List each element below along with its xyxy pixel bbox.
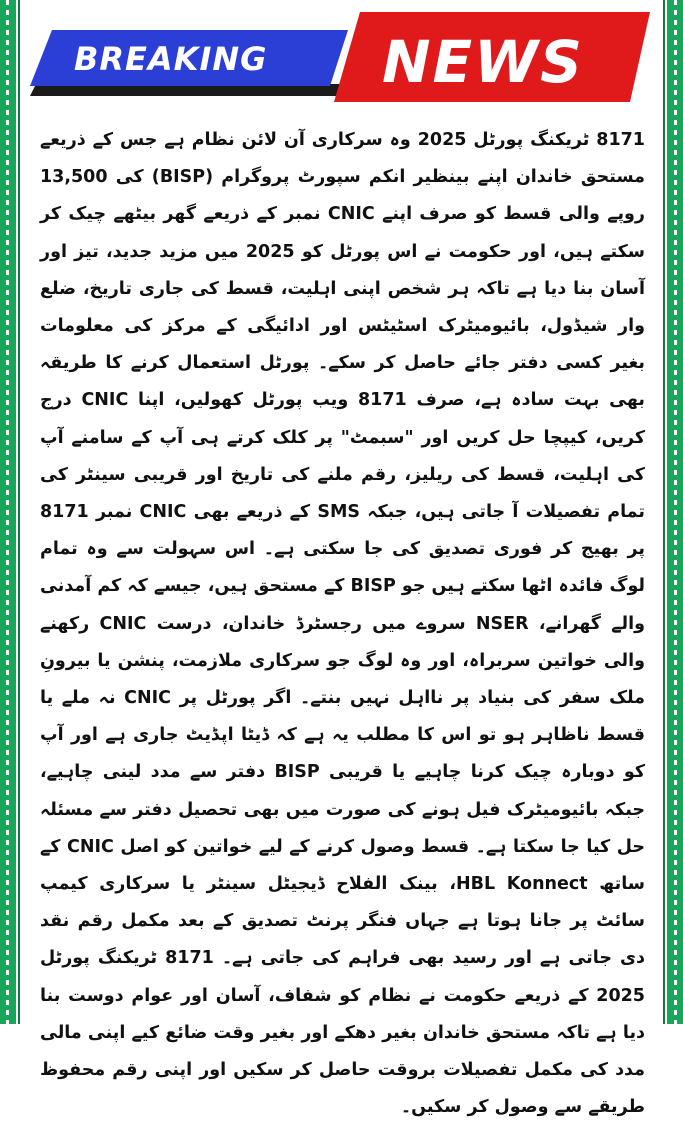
left-inner-line (18, 0, 20, 1024)
right-inner-line (663, 0, 665, 1024)
left-green-border (0, 0, 16, 1024)
article-paragraph: 8171 ٹریکنگ پورٹل 2025 وہ سرکاری آن لائن نظام ہے جس کے ذریعے مستحق خاندان اپنے بینظیر انکم سپورٹ پروگرام (BISP) کی 13,500 روپے والی قسط کو صرف اپنے CNIC نمبر کے ذریعے گھر بیٹھے چیک کر سکتے ہیں، اور حکومت نے اس پورٹل کو 2025 میں مزید جدید، تیز اور آسان بنا دیا ہے تاکہ ہر شخص اپنی اہلیت، قسط کی جاری تاریخ، ضلع وار شیڈول، بائیومیٹرک اسٹیٹس اور ادائیگی کے مرکز کی معلومات بغیر کسی دفتر جائے حاصل کر سکے۔ پورٹل استعمال کرنے کا طریقہ بھی بہت سادہ ہے، صرف 8171 ویب پورٹل کھولیں، اپنا CNIC درج کریں، کیپچا حل کریں اور "سبمٹ" پر کلک کرتے ہی آپ کے سامنے آپ کی اہلیت، قسط کی ریلیز، رقم ملنے کی تاریخ اور قریبی سینٹر کی تمام تفصیلات آ جاتی ہیں، جبکہ SMS کے ذریعے بھی CNIC نمبر 8171 پر بھیج کر فوری تصدیق کی جا سکتی ہے۔ اس سہولت سے وہ تمام لوگ فائدہ اٹھا سکتے ہیں جو BISP کے مستحق ہیں، جیسے کہ کم آمدنی والے گھرانے، NSER سروے میں رجسٹرڈ خاندان، درست CNIC رکھنے والی خواتین سربراہ، اور وہ لوگ جو سرکاری ملازمت، پنشن یا بیرونِ ملک سفر کی بنیاد پر نااہل نہیں بنتے۔ اگر پورٹل پر CNIC نہ ملے یا قسط ناظاہر ہو تو اس کا مطلب یہ ہے کہ ڈیٹا اپڈیٹ جاری ہے اور آپ کو دوبارہ چیک کرنا چاہیے یا قریبی BISP دفتر سے مدد لینی چاہیے، جبکہ بائیومیٹرک فیل ہونے کی صورت میں بھی تحصیل دفتر سے مسئلہ حل کیا جا سکتا ہے۔ قسط وصول کرنے کے لیے خواتین کو اصل CNIC کے ساتھ HBL Konnect، بینک الفلاح ڈیجیٹل سینٹر یا سرکاری کیمپ سائٹ پر جانا ہوتا ہے جہاں فنگر پرنٹ تصدیق کے بعد مکمل رقم نقد دی جاتی ہے اور رسید بھی فراہم کی جاتی ہے۔ 8171 ٹریکنگ پورٹل 2025 کے ذریعے حکومت نے نظام کو شفاف، آسان اور عوام دوست بنا دیا ہے تاکہ مستحق خاندان بغیر دھکے اور بغیر وقت ضائع کیے اپنی مالی مدد کی مکمل تفصیلات بروقت حاصل کر سکیں اور اپنی رقم محفوظ طریقے سے وصول کر سکیں۔ (40, 130, 646, 1118)
right-green-border (667, 0, 683, 1024)
article-body (40, 122, 646, 1118)
breaking-news-banner (30, 12, 650, 112)
banner-graphic (30, 12, 650, 112)
news-word: NEWS (382, 28, 584, 96)
breaking-word: BREAKING (74, 40, 268, 78)
